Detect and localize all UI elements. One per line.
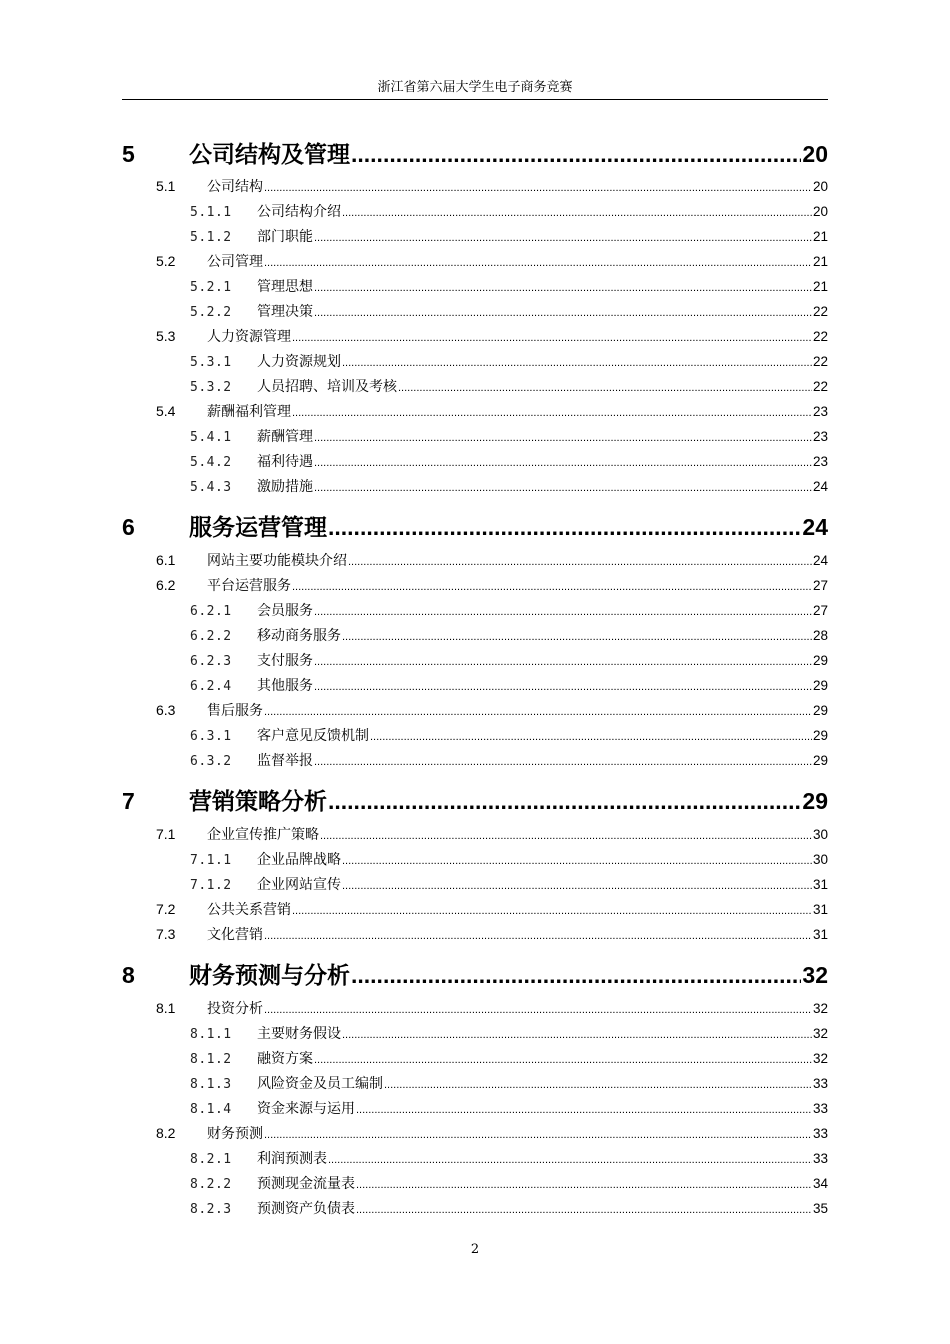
toc-entry-title: 客户意见反馈机制 [257, 728, 369, 744]
toc-subsection-entry[interactable] [190, 849, 828, 871]
toc-entry-number: 5.3 [156, 328, 176, 344]
toc-entry-number: 7.1.2 [190, 878, 232, 893]
toc-entry-title: 企业网站宣传 [257, 877, 341, 893]
toc-entry-title: 激励措施 [257, 479, 313, 495]
toc-subsection-entry[interactable] [190, 625, 828, 647]
toc-dot-leader [264, 706, 812, 718]
toc-entry-number: 6.1 [156, 552, 176, 568]
toc-chapter-entry[interactable] [122, 509, 828, 539]
toc-entry-number: 7.2 [156, 901, 176, 917]
toc-subsection-entry[interactable] [190, 675, 828, 697]
toc-entry-page: 33 [812, 1126, 828, 1141]
toc-entry-title: 移动商务服务 [257, 628, 341, 644]
toc-entry-number: 8.2.1 [190, 1152, 232, 1167]
toc-dot-leader [314, 282, 812, 294]
toc-entry-title: 支付服务 [257, 653, 313, 669]
toc-subsection-entry[interactable] [190, 1073, 828, 1095]
toc-section-entry[interactable] [156, 176, 828, 198]
toc-dot-leader [314, 1054, 812, 1066]
toc-entry-page: 24 [802, 514, 828, 540]
toc-entry-number: 5 [122, 141, 135, 167]
toc-dot-leader [292, 407, 812, 419]
toc-subsection-entry[interactable] [190, 226, 828, 248]
toc-entry-title: 薪酬福利管理 [207, 404, 291, 420]
toc-entry-title: 部门职能 [257, 229, 313, 245]
toc-entry-title: 公司结构及管理 [189, 142, 350, 168]
toc-subsection-entry[interactable] [190, 276, 828, 298]
toc-entry-number: 6.3 [156, 702, 176, 718]
toc-dot-leader [264, 257, 812, 269]
toc-dot-leader [342, 357, 812, 369]
toc-entry-title: 人力资源管理 [207, 329, 291, 345]
toc-subsection-entry[interactable] [190, 1198, 828, 1220]
toc-entry-number: 6.2.2 [190, 629, 232, 644]
toc-entry-page: 27 [812, 578, 828, 593]
toc-subsection-entry[interactable] [190, 650, 828, 672]
toc-entry-page: 29 [812, 753, 828, 768]
toc-entry-page: 29 [812, 653, 828, 668]
toc-entry-number: 6.2.4 [190, 679, 232, 694]
toc-entry-number: 8 [122, 962, 135, 988]
toc-subsection-entry[interactable] [190, 1023, 828, 1045]
toc-section-entry[interactable] [156, 899, 828, 921]
toc-entry-number: 8.2.3 [190, 1202, 232, 1217]
toc-entry-number: 5.4.2 [190, 455, 232, 470]
toc-entry-page: 29 [812, 703, 828, 718]
toc-dot-leader [314, 756, 812, 768]
toc-entry-page: 31 [812, 927, 828, 942]
toc-dot-leader [342, 880, 812, 892]
toc-chapter-entry[interactable] [122, 783, 828, 813]
toc-entry-number: 7.1 [156, 826, 176, 842]
toc-entry-page: 22 [812, 379, 828, 394]
toc-dot-leader [328, 788, 801, 815]
toc-section-entry[interactable] [156, 251, 828, 273]
toc-section-entry[interactable] [156, 550, 828, 572]
toc-entry-number: 7 [122, 788, 135, 814]
toc-entry-page: 20 [812, 179, 828, 194]
toc-dot-leader [356, 1179, 812, 1191]
page-number: 2 [470, 1242, 480, 1257]
toc-entry-number: 8.1.4 [190, 1102, 232, 1117]
toc-section-entry[interactable] [156, 326, 828, 348]
toc-chapter-entry[interactable] [122, 957, 828, 987]
toc-subsection-entry[interactable] [190, 201, 828, 223]
toc-entry-number: 8.1.1 [190, 1027, 232, 1042]
toc-entry-title: 文化营销 [207, 927, 263, 943]
toc-entry-title: 企业品牌战略 [257, 852, 341, 868]
toc-entry-title: 公共关系营销 [207, 902, 291, 918]
running-header: 浙江省第六届大学生电子商务竞赛 [377, 80, 573, 95]
toc-entry-number: 5.3.2 [190, 380, 232, 395]
toc-entry-number: 6.3.1 [190, 729, 232, 744]
toc-dot-leader [370, 731, 812, 743]
toc-entry-page: 34 [812, 1176, 828, 1191]
toc-entry-title: 人力资源规划 [257, 354, 341, 370]
toc-dot-leader [314, 606, 812, 618]
toc-entry-page: 20 [802, 141, 828, 167]
toc-entry-page: 28 [812, 628, 828, 643]
toc-subsection-entry[interactable] [190, 1148, 828, 1170]
toc-dot-leader [351, 962, 801, 989]
toc-entry-title: 会员服务 [257, 603, 313, 619]
toc-entry-title: 网站主要功能模块介绍 [207, 553, 347, 569]
toc-entry-title: 服务运营管理 [189, 515, 327, 541]
toc-dot-leader [342, 855, 812, 867]
toc-section-entry[interactable] [156, 700, 828, 722]
toc-entry-number: 5.1.2 [190, 230, 232, 245]
toc-dot-leader [328, 1154, 812, 1166]
toc-entry-number: 6.3.2 [190, 754, 232, 769]
toc-section-entry[interactable] [156, 1123, 828, 1145]
header-divider [122, 99, 828, 100]
toc-dot-leader [398, 382, 812, 394]
toc-entry-number: 6.2.3 [190, 654, 232, 669]
toc-entry-page: 32 [812, 1051, 828, 1066]
toc-entry-number: 8.1.2 [190, 1052, 232, 1067]
toc-subsection-entry[interactable] [190, 426, 828, 448]
toc-entry-title: 财务预测与分析 [189, 963, 350, 989]
toc-dot-leader [328, 514, 801, 541]
toc-dot-leader [320, 830, 812, 842]
toc-dot-leader [264, 1004, 812, 1016]
toc-entry-title: 主要财务假设 [257, 1026, 341, 1042]
toc-dot-leader [314, 482, 812, 494]
toc-dot-leader [356, 1204, 812, 1216]
toc-dot-leader [264, 930, 812, 942]
toc-dot-leader [342, 1029, 812, 1041]
toc-dot-leader [348, 556, 812, 568]
toc-entry-number: 6.2.1 [190, 604, 232, 619]
toc-entry-number: 5.2.2 [190, 305, 232, 320]
toc-entry-number: 5.4 [156, 403, 176, 419]
toc-entry-number: 5.2.1 [190, 280, 232, 295]
toc-entry-page: 33 [812, 1151, 828, 1166]
toc-section-entry[interactable] [156, 924, 828, 946]
toc-entry-page: 22 [812, 329, 828, 344]
toc-subsection-entry[interactable] [190, 750, 828, 772]
toc-entry-title: 融资方案 [257, 1051, 313, 1067]
toc-dot-leader [314, 432, 812, 444]
toc-entry-page: 24 [812, 553, 828, 568]
toc-entry-number: 5.2 [156, 253, 176, 269]
toc-entry-number: 5.4.3 [190, 480, 232, 495]
toc-entry-page: 29 [812, 728, 828, 743]
toc-entry-title: 利润预测表 [257, 1151, 327, 1167]
toc-entry-number: 5.4.1 [190, 430, 232, 445]
toc-subsection-entry[interactable] [190, 376, 828, 398]
toc-section-entry[interactable] [156, 998, 828, 1020]
toc-subsection-entry[interactable] [190, 1098, 828, 1120]
toc-entry-title: 风险资金及员工编制 [257, 1076, 383, 1092]
toc-dot-leader [292, 581, 812, 593]
toc-entry-page: 35 [812, 1201, 828, 1216]
toc-entry-page: 33 [812, 1101, 828, 1116]
toc-subsection-entry[interactable] [190, 600, 828, 622]
toc-entry-number: 5.3.1 [190, 355, 232, 370]
toc-dot-leader [314, 656, 812, 668]
toc-subsection-entry[interactable] [190, 1048, 828, 1070]
toc-entry-number: 5.1.1 [190, 205, 232, 220]
toc-dot-leader [384, 1079, 812, 1091]
toc-subsection-entry[interactable] [190, 301, 828, 323]
toc-entry-title: 营销策略分析 [189, 789, 327, 815]
toc-entry-title: 投资分析 [207, 1001, 263, 1017]
toc-entry-page: 32 [802, 962, 828, 988]
toc-entry-title: 资金来源与运用 [257, 1101, 355, 1117]
toc-entry-number: 8.2.2 [190, 1177, 232, 1192]
toc-entry-title: 薪酬管理 [257, 429, 313, 445]
toc-dot-leader [356, 1104, 812, 1116]
toc-entry-page: 30 [812, 827, 828, 842]
toc-dot-leader [264, 182, 812, 194]
toc-entry-title: 平台运营服务 [207, 578, 291, 594]
toc-subsection-entry[interactable] [190, 1173, 828, 1195]
toc-entry-title: 管理思想 [257, 279, 313, 295]
toc-entry-page: 31 [812, 877, 828, 892]
toc-entry-number: 7.3 [156, 926, 176, 942]
toc-dot-leader [314, 457, 812, 469]
toc-entry-title: 公司结构介绍 [257, 204, 341, 220]
toc-entry-title: 预测资产负债表 [257, 1201, 355, 1217]
toc-dot-leader [292, 905, 812, 917]
toc-entry-page: 30 [812, 852, 828, 867]
toc-section-entry[interactable] [156, 401, 828, 423]
toc-entry-title: 福利待遇 [257, 454, 313, 470]
toc-section-entry[interactable] [156, 824, 828, 846]
toc-dot-leader [342, 631, 812, 643]
toc-entry-number: 6 [122, 514, 135, 540]
toc-entry-page: 21 [812, 279, 828, 294]
toc-entry-page: 27 [812, 603, 828, 618]
toc-subsection-entry[interactable] [190, 874, 828, 896]
toc-entry-title: 售后服务 [207, 703, 263, 719]
toc-dot-leader [314, 307, 812, 319]
toc-entry-page: 21 [812, 254, 828, 269]
toc-entry-page: 22 [812, 354, 828, 369]
toc-entry-title: 管理决策 [257, 304, 313, 320]
toc-entry-title: 监督举报 [257, 753, 313, 769]
toc-dot-leader [314, 681, 812, 693]
toc-entry-page: 31 [812, 902, 828, 917]
toc-entry-number: 8.2 [156, 1125, 176, 1141]
toc-section-entry[interactable] [156, 575, 828, 597]
toc-entry-page: 22 [812, 304, 828, 319]
toc-entry-title: 公司结构 [207, 179, 263, 195]
toc-entry-page: 23 [812, 404, 828, 419]
toc-entry-page: 29 [802, 788, 828, 814]
toc-entry-number: 5.1 [156, 178, 176, 194]
toc-entry-page: 33 [812, 1076, 828, 1091]
toc-entry-page: 24 [812, 479, 828, 494]
toc-entry-page: 20 [812, 204, 828, 219]
toc-dot-leader [292, 332, 812, 344]
toc-subsection-entry[interactable] [190, 476, 828, 498]
toc-entry-page: 32 [812, 1001, 828, 1016]
toc-entry-number: 6.2 [156, 577, 176, 593]
toc-dot-leader [264, 1129, 812, 1141]
toc-entry-page: 21 [812, 229, 828, 244]
toc-entry-title: 其他服务 [257, 678, 313, 694]
toc-entry-number: 8.1.3 [190, 1077, 232, 1092]
toc-subsection-entry[interactable] [190, 451, 828, 473]
toc-entry-page: 23 [812, 429, 828, 444]
toc-entry-title: 财务预测 [207, 1126, 263, 1142]
toc-dot-leader [314, 232, 812, 244]
toc-entry-title: 公司管理 [207, 254, 263, 270]
toc-entry-page: 29 [812, 678, 828, 693]
toc-entry-page: 32 [812, 1026, 828, 1041]
toc-entry-number: 8.1 [156, 1000, 176, 1016]
toc-dot-leader [351, 141, 801, 168]
toc-entry-title: 预测现金流量表 [257, 1176, 355, 1192]
toc-entry-title: 企业宣传推广策略 [207, 827, 319, 843]
toc-entry-title: 人员招聘、培训及考核 [257, 379, 397, 395]
toc-entry-number: 7.1.1 [190, 853, 232, 868]
toc-dot-leader [342, 207, 812, 219]
toc-entry-page: 23 [812, 454, 828, 469]
toc-subsection-entry[interactable] [190, 725, 828, 747]
toc-subsection-entry[interactable] [190, 351, 828, 373]
toc-chapter-entry[interactable] [122, 136, 828, 166]
